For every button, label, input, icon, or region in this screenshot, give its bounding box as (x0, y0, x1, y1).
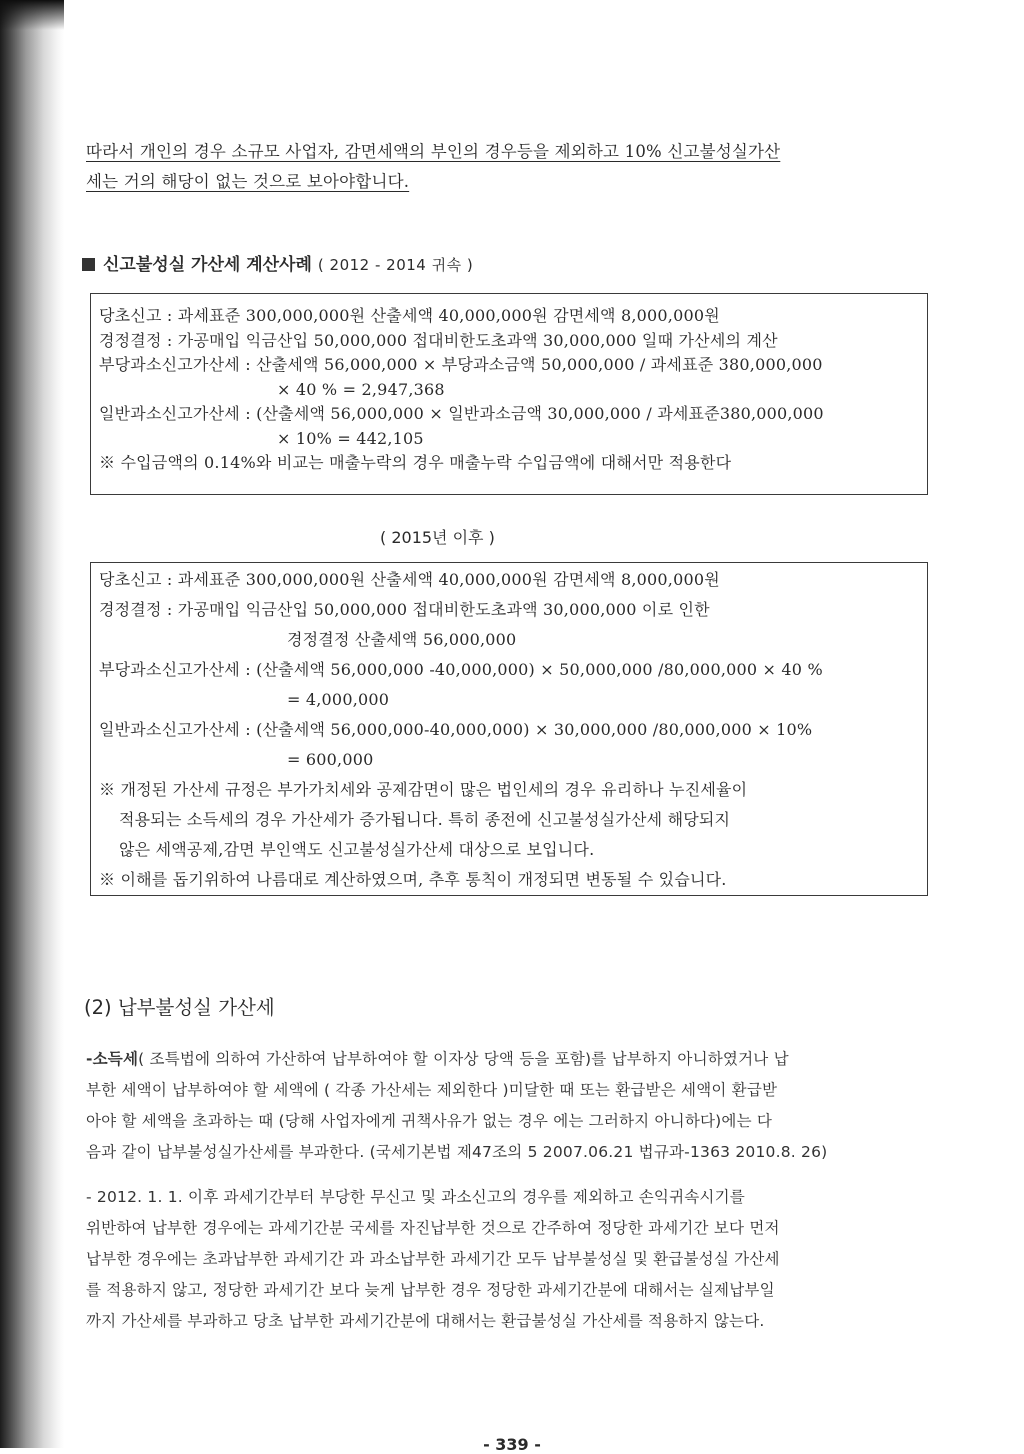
subheading-after-2015: ( 2015년 이후 ) (380, 528, 495, 547)
box-line: = 600,000 (287, 750, 374, 769)
box-line: × 10% = 442,105 (277, 428, 424, 448)
paragraph-line: 음과 같이 납부불성실가산세를 부과한다. (국세기본법 제47조의 5 2007.06.21 법규과-1363 2010.8. 26) (86, 1143, 828, 1161)
box-line: 경정결정 산출세액 56,000,000 (287, 630, 517, 649)
paragraph-line: 위반하여 납부한 경우에는 과세기간분 국세를 자진납부한 것으로 간주하여 정당한 과세기간 보다 먼저 (86, 1219, 780, 1237)
box-line: ※ 개정된 가산세 규정은 부가가치세와 공제감면이 많은 법인세의 경우 유리하나 누진세율이 (99, 780, 748, 799)
paragraph-line: 까지 가산세를 부과하고 당초 납부한 과세기간분에 대해서는 환급불성실 가산세를 적용하지 않는다. (86, 1312, 765, 1330)
box-line: × 40 % = 2,947,368 (277, 379, 445, 399)
book-spine-shadow (0, 0, 64, 1448)
section-period: ( 2012 - 2014 귀속 ) (317, 256, 474, 274)
intro-line: 세는 거의 해당이 없는 것으로 보아야합니다. (86, 172, 410, 191)
box-line: 경정결정 : 가공매입 익금산입 50,000,000 접대비한도초과액 30,000,000 일때 가산세의 계산 (99, 330, 778, 350)
paragraph-line: 아야 할 세액을 초과하는 때 (당해 사업자에게 귀책사유가 없는 경우 에는 그러하지 아니하다)에는 다 (86, 1112, 773, 1130)
income-tax-paragraph (86, 1044, 942, 1168)
paragraph-line: 부한 세액이 납부하여야 할 세액에 ( 각종 가산세는 제외한다 )미달한 때 또는 환급받은 세액이 환급받 (86, 1081, 778, 1099)
box-line: ※ 이해를 돕기위하여 나름대로 계산하였으며, 추후 통칙이 개정되면 변동될 수 있습니다. (99, 870, 727, 889)
box-line: 당초신고 : 과세표준 300,000,000원 산출세액 40,000,000원 감면세액 8,000,000원 (99, 570, 720, 589)
paragraph-text: ( 조특법에 의하여 가산하여 납부하여야 할 이자상 당액 등을 포함)를 납부하지 아니하였거나 납 (138, 1050, 789, 1068)
scan-corner-shadow (0, 0, 64, 30)
intro-line: 따라서 개인의 경우 소규모 사업자, 감면세액의 부인의 경우등을 제외하고 10% 신고불성실가산 (86, 142, 781, 161)
box-line: = 4,000,000 (287, 690, 390, 709)
example-box-2012-2014 (90, 293, 928, 495)
square-bullet-icon (82, 258, 95, 271)
box-line: 적용되는 소득세의 경우 가산세가 증가됩니다. 특히 종전에 신고불성실가산세 해당되지 (119, 810, 731, 829)
intro-paragraph (86, 137, 942, 197)
box-line: 당초신고 : 과세표준 300,000,000원 산출세액 40,000,000원 감면세액 8,000,000원 (99, 306, 720, 325)
section-heading-payment-penalty: (2) 납부불성실 가산세 (84, 996, 275, 1019)
box-line: 부당과소신고가산세 : (산출세액 56,000,000 -40,000,000) × 50,000,000 /80,000,000 × 40 % (99, 660, 823, 679)
paragraph-line: - 2012. 1. 1. 이후 과세기간부터 부당한 무신고 및 과소신고의 경우를 제외하고 손익귀속시기를 (86, 1188, 745, 1206)
box-line: 않은 세액공제,감면 부인액도 신고불성실가산세 대상으로 보입니다. (119, 840, 595, 859)
box-line: 경정결정 : 가공매입 익금산입 50,000,000 접대비한도초과액 30,000,000 이로 인한 (99, 600, 710, 619)
box-line: ※ 수입금액의 0.14%와 비교는 매출누락의 경우 매출누락 수입금액에 대해서만 적용한다 (99, 453, 732, 472)
paragraph-line: 납부한 경우에는 초과납부한 과세기간 과 과소납부한 과세기간 모두 납부불성실 및 환급불성실 가산세 (86, 1250, 780, 1268)
box-line: 일반과소신고가산세 : (산출세액 56,000,000-40,000,000) × 30,000,000 /80,000,000 × 10% (99, 720, 813, 739)
bold-lead: -소득세 (86, 1050, 139, 1068)
box-line: 일반과소신고가산세 : (산출세액 56,000,000 × 일반과소금액 30,000,000 / 과세표준380,000,000 (99, 404, 824, 423)
page-number: - 339 - (483, 1435, 541, 1454)
example-box-2015 (90, 562, 928, 896)
box-line: 부당과소신고가산세 : 산출세액 56,000,000 × 부당과소금액 50,000,000 / 과세표준 380,000,000 (99, 355, 823, 374)
section-heading-reporting-penalty (82, 250, 473, 275)
paragraph-line: 를 적용하지 않고, 정당한 과세기간 보다 늦게 납부한 경우 정당한 과세기간분에 대해서는 실제납부일 (86, 1281, 775, 1299)
section-title: 신고불성실 가산세 계산사례 (103, 255, 312, 275)
timing-paragraph (86, 1182, 942, 1337)
paragraph-line (86, 1044, 942, 1075)
